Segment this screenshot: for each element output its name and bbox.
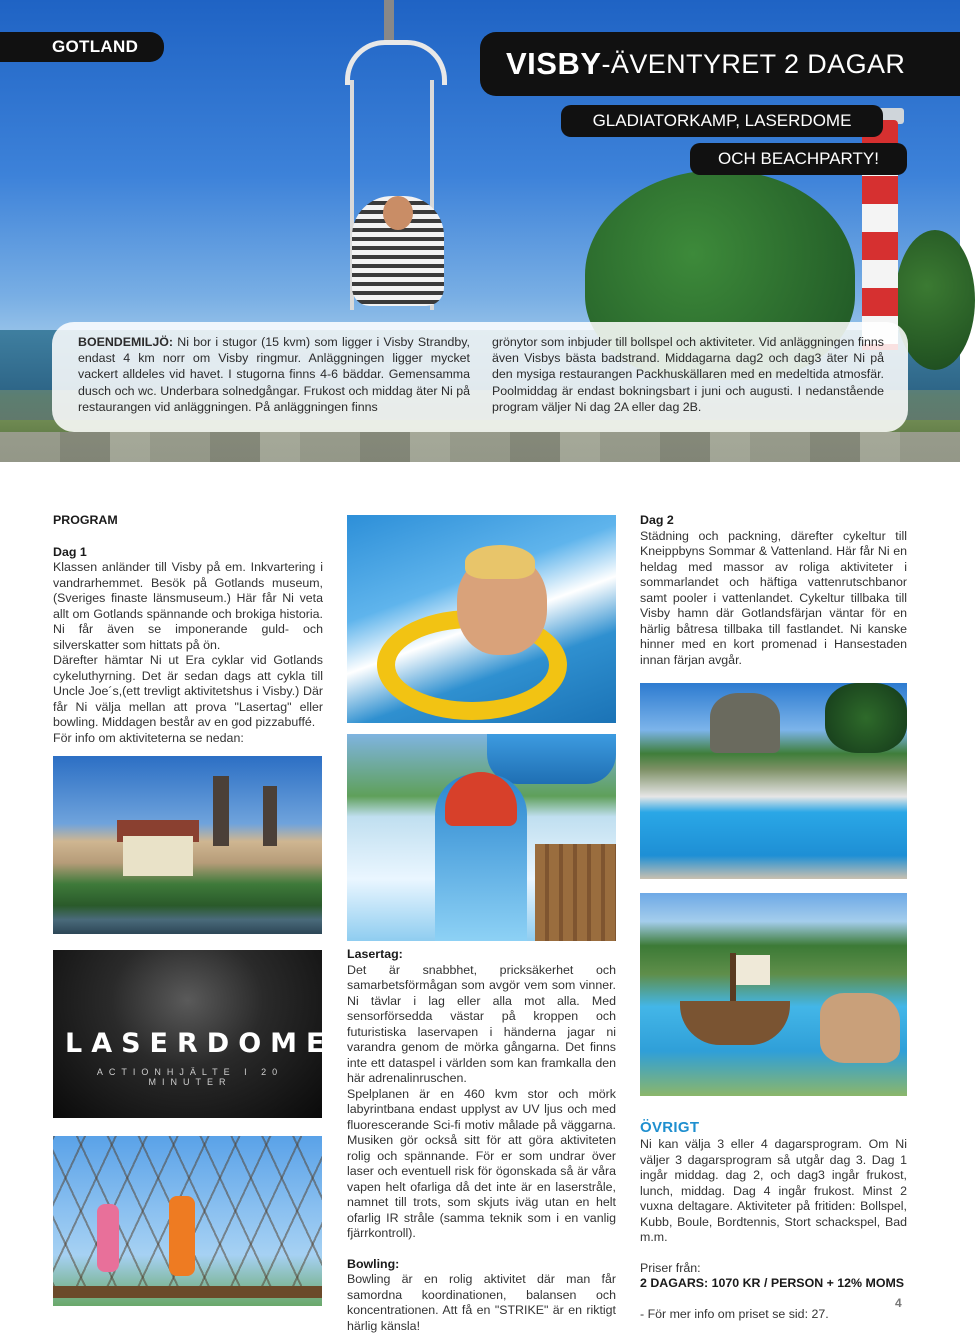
wooden-beam [53,1286,322,1298]
lasertag-text-2: Spelplanen är en 460 kvm stor och mörk labyrintbana endast upplyst av UV ljus och med fluorescerande Sci-fi motiv målade på väggarna. Musiken gör också sitt för att göra aktiviteten rolig och spännande. För er som undrar över laser och eventuell risk för ögonskada så är våra vapen helt ofarliga då det inte är en laserstråle, namnet till trots, som skjuts iväg utan en helt ofarlig IR stråle (samma teknik som i en vanlig fjärrkontroll). [347,1086,616,1240]
laserdome-logo-text: LASERDOME [65,1028,334,1059]
cliff [710,693,780,753]
pool-tree [825,683,907,753]
slide-pipes [487,734,616,784]
day1-text: Klassen anländer till Visby på em. Inkvartering i vandrarhemmet. Besök på Gotlands museum,(Sveriges finaste länsmuseum.) Här får Ni veta allt om Gotlands spännande och brokiga historia. Ni får även se imponerande guld- och silverskatter som hittats på ön. [53,560,323,652]
day2-section [640,513,907,668]
accommodation-label: BOENDEMILJÖ: [78,335,173,349]
pirate-ship [680,1001,790,1045]
title-bold: VISBY [506,46,602,81]
pool-photo [640,683,907,879]
lasertag-text: Det är snabbhet, pricksäkerhet och samarbetsförmågan som avgör vem som vinner. Ni tävlar i lag eller alla mot alla. Med sensorförsedda västar på kroppen och futuristiska laservapen i händerna jagar ni varandra genom de mörka gångarna. Det finns inte ett dataspel i världen som kan framkalla den här adrenalinruschen. [347,962,616,1085]
swing-frame [345,40,447,85]
bowling-heading: Bowling: [347,1256,400,1271]
bowling-text: Bowling är en rolig aktivitet där man får samordna koordinationen, balansen och koncentrationen. Att få en "STRIKE" är en riktigt härlig känsla! [347,1272,616,1333]
day1-text-3: För info om aktiviteterna se nedan: [53,730,244,745]
day1-heading: Dag 1 [53,544,87,559]
region-tag: GOTLAND [0,32,164,62]
ship-sail [736,955,770,985]
price-more-info: - För mer info om priset se sid: 27. [640,1306,829,1321]
rock-formation [820,993,900,1063]
page-title [480,32,960,96]
water-slide-photo [347,734,616,941]
lasertag-heading: Lasertag: [347,947,403,961]
price-label: Priser från: [640,1260,701,1275]
laserdome-tagline: ACTIONHJÄLTE I 20 MINUTER [96,1067,284,1087]
laserdome-logo [65,1028,343,1059]
laserdome-trademark: ® [333,1035,343,1045]
church-tower [213,776,229,846]
visby-town-photo [53,756,322,934]
swing-tower [384,0,394,40]
laserdome-photo [53,950,343,1118]
day2-text: Städning och packning, därefter cykeltur till Kneippbyns Sommar & Vattenland. Här får Ni en heldag med massor av roliga aktiviteter i sommarlandet och häftiga vattenrutschbanor samt pooler i vattenlandet. Cykeltur tillbaka till Visby hamn där Gotlandsfärjan väntar för en härlig båtresa tillbaka till fastlandet. Ni kanske hinner med en kort promenad i Hansestaden innan färjan avgår. [640,528,907,667]
boy-hair [465,545,535,579]
water-tube-photo [347,515,616,723]
climber-boy [169,1196,195,1276]
subtitle-line-2: OCH BEACHPARTY! [690,143,907,175]
page-number: 4 [895,1296,902,1310]
day2-heading: Dag 2 [640,513,674,527]
ovrigt-section [640,1137,907,1322]
ovrigt-heading: ÖVRIGT [640,1119,700,1136]
price-value: 2 DAGARS: 1070 KR / PERSON + 12% MOMS [640,1276,905,1290]
swing-rider-head [383,196,413,230]
house [123,836,193,876]
rope-course-photo [53,1136,322,1306]
day1-text-2: Därefter hämtar Ni ut Era cyklar vid Gotlands cykeluthyrning. Det är sedan dags att cykla till Uncle Joe´s,(ett trevligt aktivitetshus i Visby.) Där får Ni välja mellan att prova "Lasertag" eller bowling. Middagen består av en god pizzabuffé. [53,653,323,729]
accommodation-text-left [78,334,470,415]
accommodation-text-right: grönytor som inbjuder till bollspel och aktiviteter. Vid anläggningen finns även Visbys bästa badstrand. Middagarna dag2 och dag3 äter Ni på den mysiga restaurangen Packhuskällaren med en medeltida atmosfär. Poolmiddag är endast bokningsbart i juni och augusti. I nedanstående program väljer Ni dag 2A eller dag 2B. [492,335,884,414]
water-park-photo [640,893,907,1096]
wooden-deck [535,844,616,941]
program-heading: PROGRAM [53,513,118,527]
accommodation-desc: Ni bor i stugor (15 kvm) som ligger i Visby Strandby, endast 4 km norr om Visby ringmur. Anläggningen ligger mycket vackert alldeles vid havet. I stugorna finns 4-6 bäddar. Gemensamma dusch och wc. Underbara solnedgångar. Frukost och middag äter Ni på restaurangen vid anläggningen. På anläggningen finns [78,335,470,414]
program-section [53,513,323,746]
title-rest: -ÄVENTYRET 2 DAGAR [601,48,906,79]
hero-rocks [0,432,960,462]
climber-girl [97,1204,119,1272]
lasertag-section [347,947,616,1334]
ovrigt-text: Ni kan välja 3 eller 4 dagarsprogram. Om Ni väljer 3 dagarsprogram så utgår dag 3. Dag 1 ingår middag. dag 2, och dag3 ingår frukost, lunch, middag. Dag 4 ingår frukost. Minst 2 vuxna deltagare. Aktiviteter på fritiden: Bollspel, Kubb, Boule, Bordtennis, Stort schackspel, Bad m.m. [640,1137,907,1244]
accommodation-box [52,322,908,432]
church-tower-2 [263,786,277,846]
subtitle-line-1: GLADIATORKAMP, LASERDOME [561,105,883,137]
